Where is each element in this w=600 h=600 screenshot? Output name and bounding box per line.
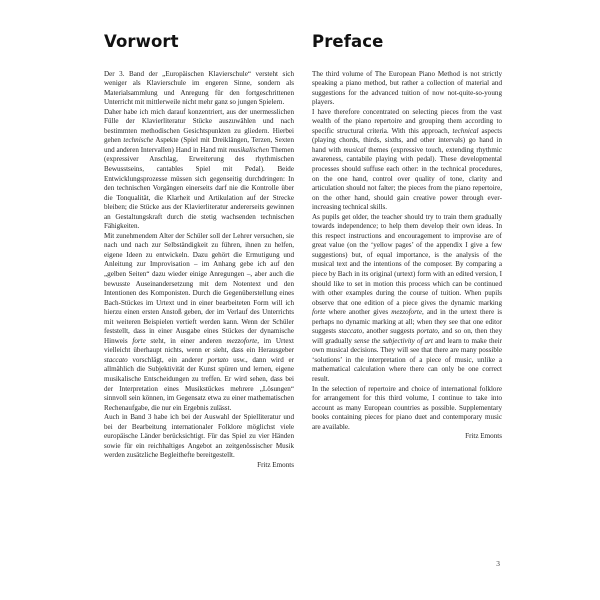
page-number: 3	[496, 559, 500, 568]
paragraph-german-2: Daher habe ich mich darauf konzentriert, aus der unermesslichen Fülle der Klavierliteratur Stücke auszuwählen und nach bestimmten methodischen Gesichtspunkten zu gliedern. Hierbei gehen technische Aspekte (Spiel mit Dreiklängen, Terzen, Sexten und anderen Intervallen) Hand in Hand mit musikalischen Themen (expressiver Anschlag, Erweiterung des rhythmischen Bewusstseins, cantables Spiel mit Pedal). Beide Entwicklungsprozesse müssen sich gegenseitig durchdringen: In den technischen Vorgängen einerseits darf nie die Kontrolle über die Tonqualität, die Klarheit und Artikulation auf der Strecke bleiben; die Stücke aus der Klavierliteratur andererseits gewinnen an Gestaltungskraft durch die stetig wachsenden technischen Fähigkeiten.	[104, 107, 295, 231]
paragraph-english-2: I have therefore concentrated on selecting pieces from the vast wealth of the piano repertoire and grouping them according to specific structural criteria. With this approach, technical aspects (playing chords, thirds, sixths, and other intervals) go hand in hand with musical themes (expressive touch, extending rhythmic awareness, cantabile playing with pedal). These developmental processes should suffuse each other: in the technical procedures, on the one hand, control over quality of tone, clarity and articulation should not falter; the pieces from the piano repertoire, on the other hand, should gain creative power through ever-increasing technical skills.	[312, 107, 502, 212]
body-text-english	[312, 70, 502, 433]
paragraph-german-1: Der 3. Band der „Europäischen Klavierschule“ versteht sich weniger als Klavierschule im engeren Sinne, sondern als Materialsammlung und Anregung für den fortgeschrittenen Unterricht mit mittlerweile nicht mehr ganz so jungen Spielern.	[104, 69, 294, 107]
two-column-layout	[104, 32, 503, 470]
page-title-german: Vorwort	[104, 32, 179, 51]
page-title-english: Preface	[312, 32, 384, 51]
paragraph-german-4: Auch in Band 3 habe ich bei der Auswahl der Spielliteratur und bei der Bearbeitung internationaler Folklore möglichst viele europäische Länder berücksichtigt. Für das Spiel zu vier Händen sowie für ein reichhaltiges Angebot an zeitgenössischer Musik werden zusätzliche Begleithefte bereitgestellt.	[104, 413, 294, 460]
paragraph-english-4: In the selection of repertoire and choice of international folklore for arrangement for this third volume, I continue to take into account as many European countries as possible. Supplementary books containing pieces for piano duet and contemporary music are available.	[312, 384, 502, 431]
signature-german: Fritz Emonts	[257, 460, 294, 469]
paragraph-english-1: The third volume of The European Piano Method is not strictly speaking a piano method, but rather a collection of material and suggestions for the advanced tuition of now not-quite-so-young players.	[312, 69, 502, 107]
body-text-german	[104, 70, 294, 461]
column-english	[312, 34, 502, 470]
column-german	[104, 34, 294, 470]
paragraph-german-3: Mit zunehmendem Alter der Schüler soll der Lehrer versuchen, sie nach und nach zur Selbständigkeit zu führen, ihnen zu helfen, eigene Ideen zu entwickeln. Dazu gehört die Ermutigung und Anleitung zur Improvisation – im Anhang gebe ich auf den „gelben Seiten“ dazu wieder einige Anregungen –, aber auch die bewusste Auseinandersetzung mit dem Notentext und den Intentionen des Komponisten. Durch die Gegenüberstellung eines Bach-Stückes im Urtext und in einer bearbeiteten Form will ich hierzu einen ersten Anstoß geben, der im Verlauf des Unterrichts mit weiteren Beispielen vertieft werden kann. Wenn der Schüler feststellt, dass in einer Ausgabe eines Stückes der dynamische Hinweis forte steht, in einer anderen mezzoforte, im Urtext vielleicht überhaupt nichts, wenn er sieht, dass ein Herausgeber staccato vorschlägt, ein anderer portato usw., dann wird er allmählich die Subjektivität der Kunst spüren und lernen, eigene musikalische Entscheidungen zu treffen. Er wird sehen, dass bei der Interpretation eines Musikstückes mehrere „Lösungen“ sinnvoll sein können, im Gegensatz etwa zu einer mathematischen Rechenaufgabe, die nur ein Ergebnis zulässt.	[104, 231, 295, 412]
paragraph-english-3: As pupils get older, the teacher should try to train them gradually towards independence; to help them develop their own ideas. In this respect instructions and encouragement to improvise are of great value (on the ‘yellow pages’ of the appendix I give a few suggestions) but, of equal importance, is the analysis of the musical text and the intentions of the composer. By comparing a piece by Bach in its original (urtext) form with an edited version, I should like to set in motion this process which can be continued with other examples during the course of tuition. When pupils observe that one edition of a piece gives the dynamic marking forte where another gives mezzoforte, and in the urtext there is perhaps no dynamic marking at all; when they see that one editor suggests staccato, another suggests portato, and so on, then they will gradually sense the subjectivity of art and learn to make their own musical decisions. They will see that there are many possible ‘solutions’ in the interpretation of a piece of music, unlike a mathematical calculation where there can only be one correct result.	[312, 212, 503, 383]
signature-english: Fritz Emonts	[465, 432, 502, 441]
